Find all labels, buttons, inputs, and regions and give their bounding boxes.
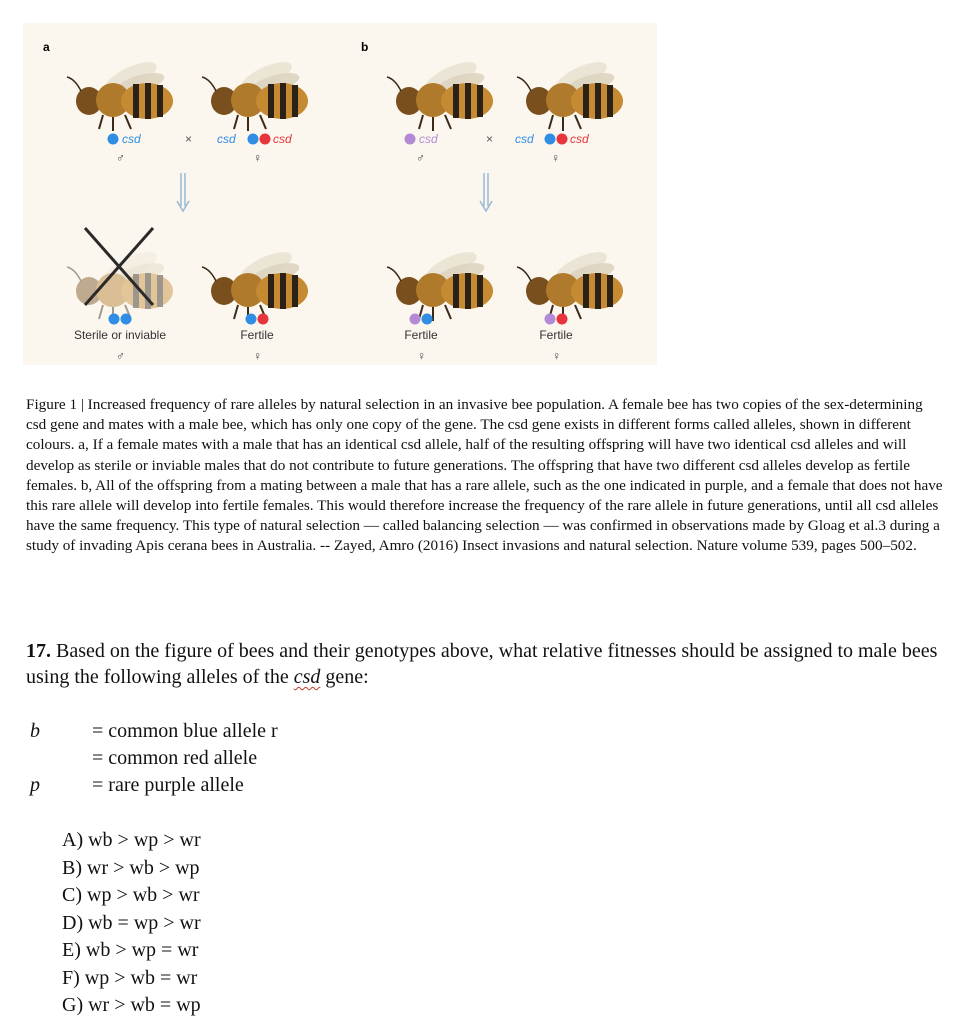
female-symbol: ♀ [552, 349, 561, 363]
red-allele-dot [557, 134, 568, 145]
purple-allele-dot [410, 314, 421, 325]
cross-symbol: × [486, 132, 494, 146]
csd-label: csd [419, 132, 438, 146]
allele-definition: = common blue allele r [92, 720, 278, 742]
sterile-label: Sterile or inviable [73, 328, 167, 342]
question-end: gene: [320, 666, 369, 688]
fertile-label: Fertile [240, 328, 274, 342]
legend-row [26, 772, 426, 799]
choice-label: A) [62, 829, 84, 851]
choice-text: wr > wb > wp [87, 856, 200, 879]
question-number: 17. [26, 640, 51, 662]
blue-allele-dot [121, 314, 132, 325]
choice-text: wb > wp = wr [85, 939, 199, 961]
allele-symbol: b [30, 720, 40, 742]
answer-choice[interactable] [62, 855, 201, 883]
csd-label: csd [217, 132, 236, 146]
allele-symbol: p [30, 774, 40, 796]
choice-label: E) [62, 939, 81, 961]
legend-row [26, 718, 426, 745]
csd-label: csd [570, 132, 589, 146]
answer-choice[interactable] [62, 827, 201, 855]
purple-allele-dot [545, 314, 556, 325]
choice-text: wb = wp > wr [88, 911, 201, 934]
choice-text: wr > wb = wp [88, 994, 201, 1016]
answer-choices [62, 827, 201, 1020]
blue-allele-dot [109, 314, 120, 325]
blue-allele-dot [246, 314, 257, 325]
answer-choice[interactable] [62, 992, 201, 1020]
choice-text: wb > wp > wr [88, 829, 201, 851]
red-allele-dot [260, 134, 271, 145]
male-symbol: ♂ [116, 151, 125, 165]
choice-label: D) [62, 911, 84, 934]
allele-legend [26, 718, 426, 799]
choice-label: F) [62, 966, 80, 989]
legend-row [26, 745, 426, 772]
answer-choice[interactable] [62, 965, 201, 993]
bee-genotype-figure [23, 23, 657, 365]
blue-allele-dot [422, 314, 433, 325]
fertile-label: Fertile [404, 328, 438, 342]
female-symbol: ♀ [253, 349, 262, 363]
question-body: Based on the figure of bees and their genotypes above, what relative fitnesses should be assigned to male bees using the following alleles of the [26, 640, 938, 688]
csd-label: csd [273, 132, 292, 146]
answer-choice[interactable] [62, 882, 201, 910]
male-symbol: ♂ [416, 151, 425, 165]
female-symbol: ♀ [417, 349, 426, 363]
gene-name: csd [293, 666, 321, 688]
fertile-label: Fertile [539, 328, 573, 342]
cross-symbol: × [185, 132, 193, 146]
choice-label: G) [62, 994, 84, 1016]
choice-label: B) [62, 856, 82, 879]
choice-text: wp > wb = wr [84, 966, 198, 989]
red-allele-dot [258, 314, 269, 325]
purple-allele-dot [405, 134, 416, 145]
blue-allele-dot [108, 134, 119, 145]
choice-label: C) [62, 884, 82, 906]
red-allele-dot [557, 314, 568, 325]
choice-text: wp > wb > wr [87, 884, 200, 906]
csd-label: csd [122, 132, 141, 146]
question-text [26, 638, 946, 690]
answer-choice[interactable] [62, 910, 201, 938]
male-symbol: ♂ [116, 349, 125, 363]
blue-allele-dot [545, 134, 556, 145]
panel-b-label: b [361, 40, 369, 54]
csd-label: csd [515, 132, 534, 146]
panel-a-label: a [43, 40, 50, 54]
answer-choice[interactable] [62, 937, 201, 965]
female-symbol: ♀ [253, 151, 262, 165]
allele-definition: = rare purple allele [92, 774, 244, 796]
female-symbol: ♀ [551, 151, 560, 165]
figure-caption: Figure 1 | Increased frequency of rare alleles by natural selection in an invasive bee population. A female bee has two copies of the sex-determining csd gene and mates with a male bee, which has only one copy of the gene. The csd gene exists in different forms called alleles, shown in different colours. a, If a female mates with a male that has an identical csd allele, half of the resulting offspring will have two identical csd alleles and will develop as sterile or inviable males that do not contribute to future generations. The offspring that have two different csd alleles develop as fertile females. b, All of the offspring from a mating between a male that has a rare allele, such as the one indicated in purple, and a female that does not have this rare allele will develop into fertile females. This would therefore increase the frequency of the rare allele in future generations, until all csd alleles have the same frequency. This type of natural selection — called balancing selection — was confirmed in observations made by Gloag et al.3 during a study of invading Apis cerana bees in Australia. -- Zayed, Amro (2016) Insect invasions and natural selection. Nature volume 539, pages 500–502. [26, 396, 943, 555]
allele-definition: = common red allele [92, 747, 258, 769]
blue-allele-dot [248, 134, 259, 145]
